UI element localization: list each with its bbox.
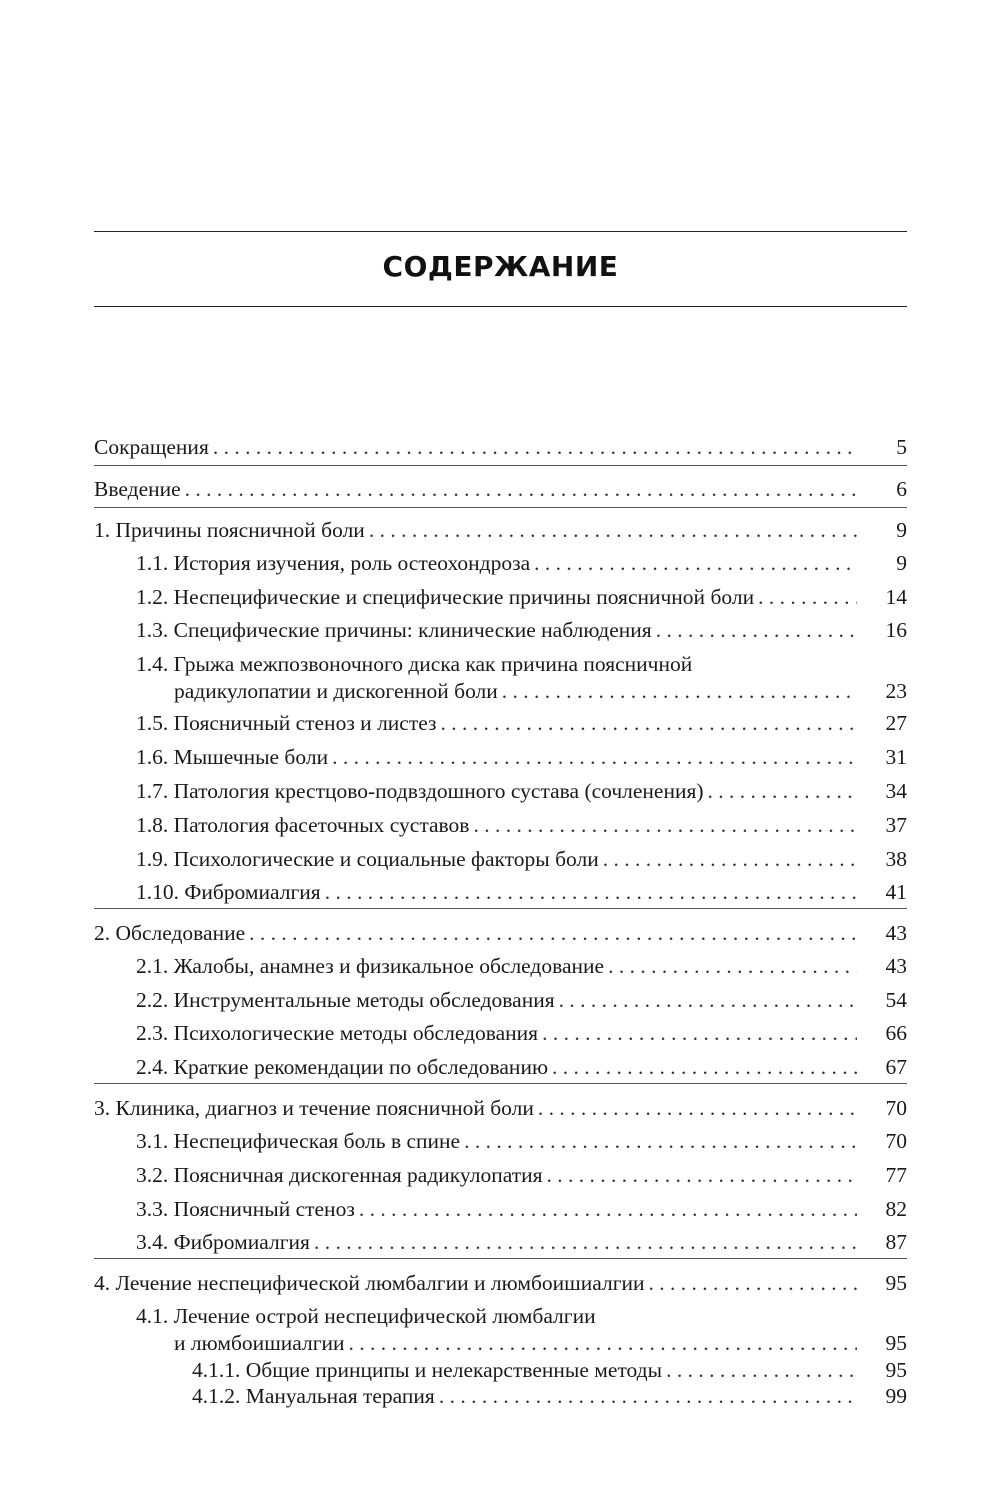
toc-entry-label: 3. Клиника, диагноз и течение поясничной боли	[94, 1096, 534, 1120]
dot-leader	[552, 1054, 857, 1081]
dot-leader	[213, 434, 857, 461]
section-divider	[94, 507, 907, 508]
dot-leader	[708, 778, 857, 805]
toc-entry-page-number: 95	[885, 1271, 907, 1295]
toc-entry-label: 1.3. Специфические причины: клинические наблюдения	[136, 618, 652, 642]
toc-entry-label: 2. Обследование	[94, 921, 246, 945]
toc-entry-label: и люмбоишиалгии	[174, 1331, 345, 1355]
dot-leader	[439, 1383, 857, 1410]
dot-leader	[656, 617, 857, 644]
dot-leader	[369, 517, 857, 544]
toc-entry-page-number: 6	[896, 477, 907, 501]
toc-entry-page-number: 9	[896, 551, 907, 575]
toc-entry-label: 1.5. Поясничный стеноз и листез	[136, 711, 437, 735]
dot-leader	[473, 812, 857, 839]
toc-entry-page-number: 99	[885, 1384, 907, 1408]
toc-entry-page-number: 5	[896, 435, 907, 459]
toc-entry-label: 2.2. Инструментальные методы обследования	[136, 988, 555, 1012]
dot-leader	[547, 1162, 858, 1189]
toc-entry-label: 1.4. Грыжа межпозвоночного диска как причина поясничной	[136, 652, 693, 676]
top-rule	[94, 231, 907, 232]
toc-entry-page-number: 27	[885, 711, 907, 735]
toc-entry-page-number: 70	[885, 1096, 907, 1120]
dot-leader	[559, 987, 857, 1014]
toc-entry-label: 3.3. Поясничный стеноз	[136, 1197, 355, 1221]
page-title: СОДЕРЖАНИЕ	[382, 250, 619, 283]
toc-entry-page-number: 87	[885, 1230, 907, 1254]
toc-entry-label: 1.8. Патология фасеточных суставов	[136, 813, 470, 837]
dot-leader	[502, 678, 857, 705]
toc-entry-label: 3.2. Поясничная дискогенная радикулопатия	[136, 1163, 543, 1187]
toc-entry-label: радикулопатии и дискогенной боли	[174, 679, 498, 703]
toc-entry-page-number: 54	[885, 988, 907, 1012]
toc-entry-label: 1.2. Неспецифические и специфические причины поясничной боли	[136, 585, 755, 609]
toc-entry-label: 1. Причины поясничной боли	[94, 518, 365, 542]
toc-entry-page-number: 95	[885, 1358, 907, 1382]
toc-entry-label: 1.6. Мышечные боли	[136, 745, 329, 769]
dot-leader	[359, 1196, 857, 1223]
toc-entry-label: 2.4. Краткие рекомендации по обследованию	[136, 1055, 549, 1079]
toc-entry-page-number: 77	[885, 1163, 907, 1187]
dot-leader	[603, 846, 857, 873]
toc-entry-label: 3.4. Фибромиалгия	[136, 1230, 310, 1254]
dot-leader	[649, 1270, 857, 1297]
toc-entry-label: 1.10. Фибромиалгия	[136, 880, 321, 904]
section-divider	[94, 465, 907, 466]
toc-entry-page-number: 67	[885, 1055, 907, 1079]
toc-entry-label: 1.1. История изучения, роль остеохондроза	[136, 551, 531, 575]
dot-leader	[441, 710, 857, 737]
dot-leader	[534, 550, 857, 577]
toc-entry-page-number: 66	[885, 1021, 907, 1045]
section-divider	[94, 908, 907, 909]
bottom-rule	[94, 306, 907, 307]
toc-entry-page-number: 9	[896, 518, 907, 542]
dot-leader	[325, 879, 857, 906]
section-divider	[94, 1258, 907, 1259]
dot-leader	[608, 953, 857, 980]
dot-leader	[666, 1357, 857, 1384]
toc-entry-page-number: 34	[885, 779, 907, 803]
section-divider	[94, 1083, 907, 1084]
dot-leader	[249, 920, 857, 947]
toc-entry-page-number: 14	[885, 585, 907, 609]
toc-entry-page-number: 70	[885, 1129, 907, 1153]
toc-entry-label: 4.1.2. Мануальная терапия	[192, 1384, 435, 1408]
toc-entry-label: 1.7. Патология крестцово-подвздошного сустава (сочленения)	[136, 779, 704, 803]
toc-entry-page-number: 16	[885, 618, 907, 642]
dot-leader	[542, 1020, 857, 1047]
toc-entry-label: 4.1. Лечение острой неспецифической люмбалгии	[136, 1304, 596, 1328]
toc-entry-page-number: 41	[885, 880, 907, 904]
toc-entry-label: 3.1. Неспецифическая боль в спине	[136, 1129, 461, 1153]
dot-leader	[349, 1330, 857, 1357]
toc-entry-page-number: 37	[885, 813, 907, 837]
toc-entry-page-number: 23	[885, 679, 907, 703]
dot-leader	[332, 744, 857, 771]
dot-leader	[758, 584, 857, 611]
dot-leader	[464, 1128, 857, 1155]
toc-entry-label: 4.1.1. Общие принципы и нелекарственные методы	[192, 1358, 663, 1382]
toc-entry-page-number: 43	[885, 954, 907, 978]
toc-entry-page-number: 38	[885, 847, 907, 871]
toc-entry-page-number: 43	[885, 921, 907, 945]
toc-entry-label: Введение	[94, 477, 181, 501]
dot-leader	[314, 1229, 857, 1256]
dot-leader	[538, 1095, 857, 1122]
toc-entry-label: 2.3. Психологические методы обследования	[136, 1021, 539, 1045]
toc-entry-label: 4. Лечение неспецифической люмбалгии и люмбоишиалгии	[94, 1271, 645, 1295]
toc-entry-page-number: 95	[885, 1331, 907, 1355]
toc-entry-page-number: 82	[885, 1197, 907, 1221]
toc-entry-label: 2.1. Жалобы, анамнез и физикальное обследование	[136, 954, 605, 978]
toc-entry-page-number: 31	[885, 745, 907, 769]
dot-leader	[185, 476, 857, 503]
toc-entry-label: Сокращения	[94, 435, 209, 459]
toc-entry-label: 1.9. Психологические и социальные факторы боли	[136, 847, 599, 871]
